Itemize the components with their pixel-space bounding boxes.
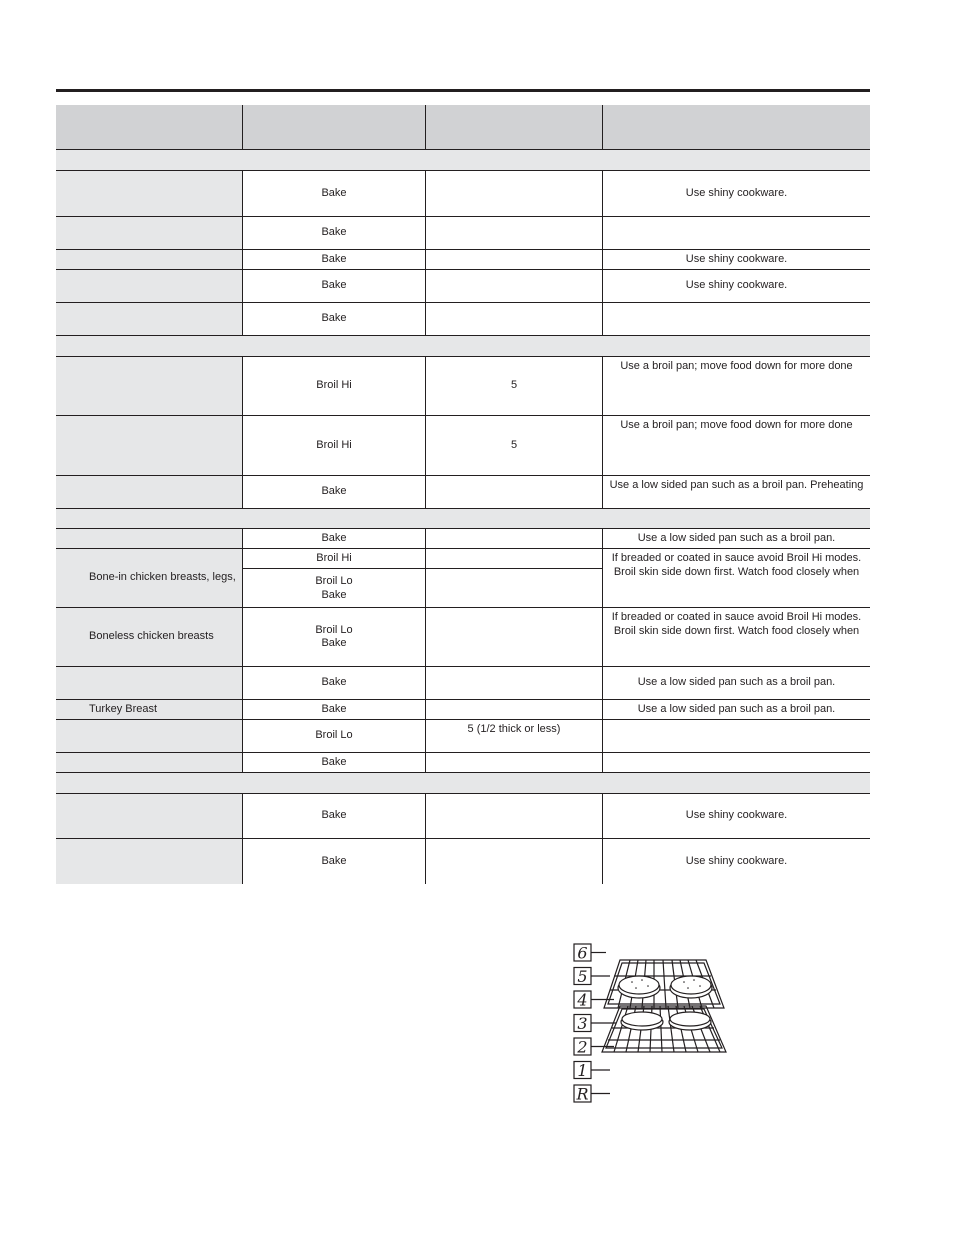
notes-cell (603, 217, 870, 249)
notes-cell: Use a broil pan; move food down for more done (620, 419, 853, 431)
notes-line: If breaded or coated in sauce avoid Broil Hi modes. (611, 552, 862, 564)
table-row (56, 839, 870, 884)
mode-cell: Bake (243, 529, 426, 548)
rack-label-5: 5 (577, 967, 588, 986)
rack-cell (426, 270, 603, 302)
food-cell (56, 217, 243, 249)
table-row (56, 720, 870, 753)
mode-label: Bake (321, 637, 347, 649)
table-row (56, 608, 870, 667)
food-cell (56, 476, 243, 508)
rack-cell (426, 217, 603, 249)
food-cell (56, 839, 243, 884)
section-band-meats (56, 336, 870, 357)
rack-position-diagram (570, 940, 740, 1110)
rack-cell (426, 753, 603, 772)
notes-cell (603, 753, 870, 772)
table-row (56, 700, 870, 720)
rack-cell (426, 549, 603, 569)
notes-cell: Use shiny cookware. (685, 252, 788, 265)
food-cell (56, 667, 243, 699)
notes-cell: Use shiny cookware. (685, 854, 788, 867)
food-cell (56, 529, 243, 548)
mode-label: Broil Lo (315, 575, 353, 587)
food-cell (56, 357, 243, 415)
rack-cell (426, 667, 603, 699)
table-row (56, 250, 870, 270)
mode-cell: Bake (243, 794, 426, 838)
mode-cell: Broil Lo (243, 720, 426, 752)
mode-label: Bake (321, 588, 347, 601)
table-row (56, 753, 870, 773)
mode-cell (243, 569, 426, 608)
notes-cell (603, 608, 870, 666)
food-cell: Turkey Breast (56, 700, 243, 719)
notes-cell: Use a low sided pan such as a broil pan. (637, 702, 836, 715)
rack-cell (426, 529, 603, 548)
rack-cell (426, 794, 603, 838)
rack-cell: 5 (1/2 thick or less) (426, 720, 603, 752)
table-row (56, 667, 870, 700)
food-cell (56, 416, 243, 475)
notes-cell: Use shiny cookware. (685, 809, 788, 822)
table-row (56, 270, 870, 303)
mode-cell: Bake (243, 476, 426, 508)
table-row (56, 357, 870, 416)
rack-label-1: 1 (577, 1061, 588, 1080)
notes-cell (603, 720, 870, 752)
notes-cell: Use shiny cookware. (685, 279, 788, 292)
mode-cell: Broil Hi (243, 549, 426, 569)
rack-cell (426, 171, 603, 216)
mode-cell: Bake (243, 700, 426, 719)
mode-cell: Bake (243, 839, 426, 884)
rack-cell (426, 608, 603, 666)
notes-line: Broil skin side down first. Watch food closely when (613, 624, 860, 637)
food-cell: Bone-in chicken breasts, legs, (56, 549, 243, 607)
notes-line: If breaded or coated in sauce avoid Broil Hi modes. (611, 611, 862, 623)
rack-cell (426, 569, 603, 608)
section-band-baked-goods (56, 150, 870, 171)
notes-cell: Use a low sided pan such as a broil pan. (637, 676, 836, 689)
table-row (56, 529, 870, 549)
mode-cell: Bake (243, 217, 426, 249)
mode-cell: Broil Hi (243, 416, 426, 475)
header-mode-cell (243, 105, 426, 149)
notes-cell: Use a broil pan; move food down for more done (620, 360, 853, 372)
upper-rack (604, 960, 724, 1008)
rack-label-2: 2 (577, 1037, 588, 1057)
mode-cell (243, 608, 426, 666)
rack-cell (426, 700, 603, 719)
section-band-frozen-foods (56, 773, 870, 794)
mode-cell: Bake (243, 270, 426, 302)
table-header (56, 105, 870, 150)
header-food-cell (56, 105, 243, 149)
rack-label-r: R (576, 1084, 589, 1104)
food-cell (56, 270, 243, 302)
notes-line: Broil skin side down first. Watch food closely when (613, 565, 860, 578)
mode-cell: Bake (243, 667, 426, 699)
rack-cell (426, 250, 603, 269)
rack-label-4: 4 (577, 990, 588, 1010)
header-notes-cell (603, 105, 870, 149)
mode-cell: Bake (243, 753, 426, 772)
section-band-poultry (56, 509, 870, 529)
mode-label: Broil Lo (315, 623, 353, 636)
header-rack-cell (426, 105, 603, 149)
rack-cell: 5 (426, 416, 603, 475)
food-cell (56, 794, 243, 838)
food-cell (56, 171, 243, 216)
table-row (56, 416, 870, 476)
rack-labels (574, 944, 616, 1104)
rack-cell (426, 839, 603, 884)
notes-cell: Use a low sided pan such as a broil pan. Preheating (609, 479, 864, 491)
mode-cell: Bake (243, 171, 426, 216)
food-cell (56, 303, 243, 335)
food-cell (56, 720, 243, 752)
mode-cell: Bake (243, 303, 426, 335)
rack-label-3: 3 (577, 1014, 588, 1033)
table-row (56, 303, 870, 336)
notes-cell (603, 549, 870, 607)
lower-rack (602, 1006, 726, 1052)
table-row (56, 476, 870, 509)
table-row (56, 171, 870, 217)
rack-label-6: 6 (577, 943, 588, 963)
notes-cell (603, 303, 870, 335)
table-row (56, 549, 870, 608)
notes-cell: Use a low sided pan such as a broil pan. (637, 531, 836, 544)
mode-cell: Bake (243, 250, 426, 269)
food-cell: Boneless chicken breasts (56, 608, 243, 666)
table-row (56, 217, 870, 250)
rack-cell (426, 476, 603, 508)
mode-cell: Broil Hi (243, 357, 426, 415)
food-cell (56, 250, 243, 269)
food-cell (56, 753, 243, 772)
rack-cell (426, 303, 603, 335)
table-row (56, 794, 870, 839)
top-rule (56, 89, 870, 92)
rack-cell: 5 (426, 357, 603, 415)
notes-cell: Use shiny cookware. (685, 186, 788, 199)
